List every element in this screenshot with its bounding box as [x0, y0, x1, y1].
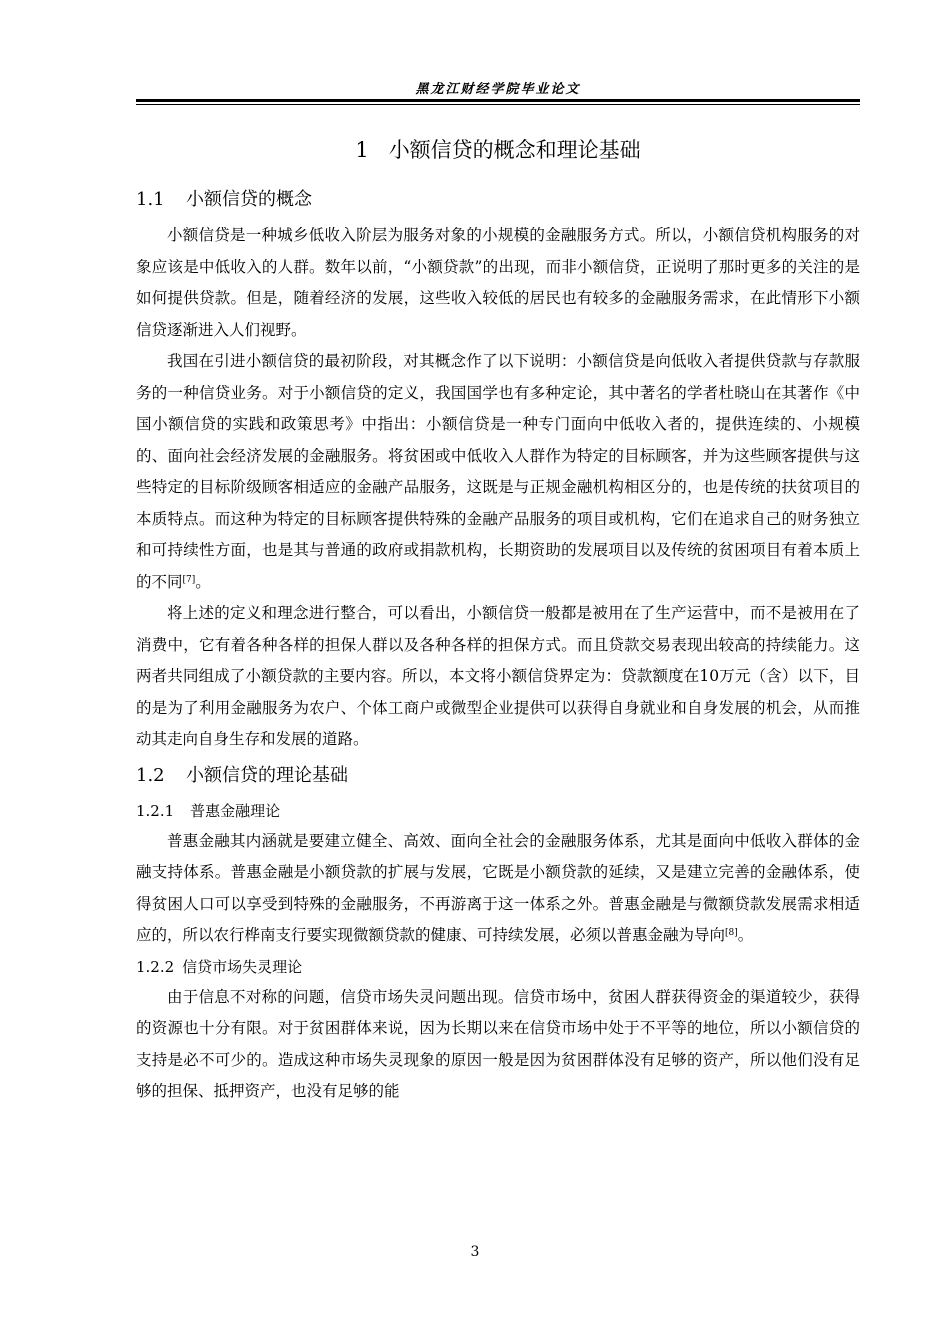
- paragraph-4-text: 普惠金融其内涵就是要建立健全、高效、面向全社会的金融服务体系，尤其是面向中低收入群体的金融支持体系。普惠金融是小额贷款的扩展与发展，它既是小额贷款的延续，又是建立完善的金融体系，使得贫困人口可以享受到特殊的金融服务，不再游离于这一体系之外。普惠金融是与微额贷款发展需求相适应的，所以农行桦南支行要实现微额贷款的健康、可持续发展，必须以普惠金融为导向: [136, 831, 860, 944]
- subsection-heading-1-2-1: [136, 796, 860, 826]
- chapter-title-text: 小额信贷的概念和理论基础: [388, 138, 641, 162]
- paragraph-4-end: 。: [737, 926, 754, 944]
- paragraph-2-text: 我国在引进小额信贷的最初阶段，对其概念作了以下说明：小额信贷是向低收入者提供贷款与存款服务的一种信贷业务。对于小额信贷的定义，我国国学也有多种定论，其中著名的学者杜晓山在其著作《中国小额信贷的实践和政策思考》中指出：小额信贷是一种专门面向中低收入者的，提供连续的、小规模的、面向社会经济发展的金融服务。将贫困或中低收入人群作为特定的目标顾客，并为这些顾客提供与这些特定的目标阶级顾客相适应的金融产品服务，这既是与正规金融机构相区分的，也是传统的扶贫项目的本质特点。而这种为特定的目标顾客提供特殊的金融产品服务的项目或机构，它们在追求自己的财务独立和可持续性方面，也是其与普通的政府或捐款机构，长期资助的发展项目以及传统的贫困项目有着本质上的不同: [136, 352, 860, 591]
- chapter-title: [136, 130, 860, 170]
- subsection-number: 1.2.1: [136, 801, 175, 820]
- paragraph-3: 将上述的定义和理念进行整合，可以看出，小额信贷一般都是被用在了生产运营中，而不是被用在了消费中，它有着各种各样的担保人群以及各种各样的担保方式。而且贷款交易表现出较高的持续能力。这两者共同组成了小额贷款的主要内容。所以，本文将小额信贷界定为：贷款额度在10万元（含）以下，目的是为了利用金融服务为农户、个体工商户或微型企业提供可以获得自身就业和自身发展的机会，从而推动其走向自身生存和发展的道路。: [136, 604, 860, 748]
- chapter-number: 1: [355, 138, 369, 162]
- paragraph-1: 小额信贷是一种城乡低收入阶层为服务对象的小规模的金融服务方式。所以，小额信贷机构服务的对象应该是中低收入的人群。数年以前，“小额贷款”的出现，而非小额信贷，正说明了那时更多的关注的是如何提供贷款。但是，随着经济的发展，这些收入较低的居民也有较多的金融服务需求，在此情形下小额信贷逐渐进入人们视野。: [136, 226, 860, 339]
- section-number: 1.2: [136, 764, 165, 786]
- section-heading-1-2: [136, 756, 860, 796]
- citation-7: [7]: [182, 574, 196, 585]
- paragraph-2: [136, 346, 860, 598]
- section-number: 1.1: [136, 189, 165, 210]
- paragraph-5: 由于信息不对称的问题，信贷市场失灵问题出现。信贷市场中，贫困人群获得资金的渠道较少，获得的资源也十分有限。对于贫困群体来说，因为长期以来在信贷市场中处于不平等的地位，所以小额信贷的支持是必不可少的。造成这种市场失灵现象的原因一般是因为贫困群体没有足够的资产，所以他们没有足够的担保、抵押资产，也没有足够的能: [136, 987, 860, 1100]
- paragraph-4: [136, 826, 860, 952]
- section-title: 小额信贷的概念: [186, 189, 312, 210]
- subsection-number: 1.2.2: [136, 957, 175, 976]
- running-header: 黑龙江财经学院毕业论文: [415, 82, 581, 97]
- citation-8: [8]: [725, 928, 738, 938]
- header-rule-thick: [136, 99, 860, 102]
- header-rule-thin: [136, 104, 860, 105]
- section-heading-1-1: [136, 180, 860, 220]
- page-number: 3: [470, 1244, 480, 1260]
- subsection-title: 普惠金融理论: [190, 801, 281, 820]
- page-content: [136, 130, 860, 1108]
- subsection-heading-1-2-2: [136, 952, 860, 982]
- subsection-title: 信贷市场失灵理论: [182, 957, 303, 976]
- paragraph-2-end: 。: [195, 572, 211, 591]
- section-title: 小额信贷的理论基础: [186, 764, 348, 786]
